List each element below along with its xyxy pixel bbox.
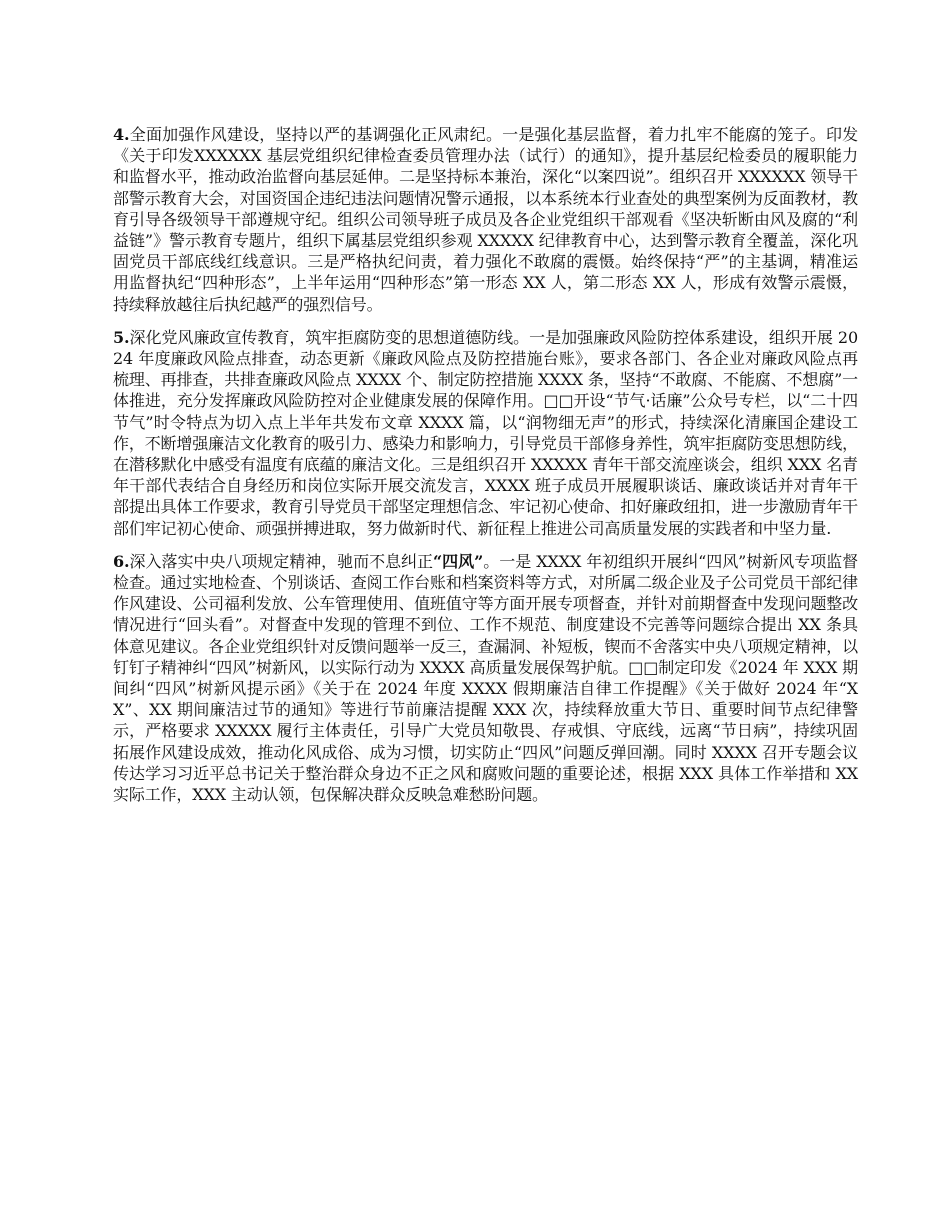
paragraph-text: 全面加强作风建设，坚持以严的基调强化正风肃纪。一是强化基层监督，着力扎牢不能腐的笼子。印发《关于印发XXXXXX 基层党组织纪律检查委员管理办法（试行）的通知》，提升基层纪检委员的履职能力和监督水平，推动政治监督向基层延伸。二是坚持标本兼治，深化“以案四说”。组织召开 XXXXXX 领导干部警示教育大会，对国资国企违纪违法问题情况警示通报，以本系统本行业查处的典型案例为反面教材，教育引导各级领导干部遵规守纪。组织公司领导班子成员及各企业党组织干部观看《坚决斩断由风及腐的“利益链”》警示教育专题片，组织下属基层党组织参观 XXXXX 纪律教育中心，达到警示教育全覆盖，深化巩固党员干部底线红线意识。三是严格执纪问责，着力强化不敢腐的震慑。始终保持“严”的主基调，精准运用监督执纪“四种形态”，上半年运用“四种形态”第一形态 XX 人，第二形态 XX 人，形成有效警示震慑，持续释放越往后执纪越严的强烈信号。	[113, 125, 858, 314]
document-page	[113, 124, 858, 817]
paragraph-text: 深化党风廉政宣传教育，筑牢拒腐防变的思想道德防线。一是加强廉政风险防控体系建设，组织开展 2024 年度廉政风险点排查，动态更新《廉政风险点及防控措施台账》，要求各部门、各企业对廉政风险点再梳理、再排查，共排查廉政风险点 XXXX 个、制定防控措施 XXXX 条，坚持“不敢腐、不能腐、不想腐”一体推进，充分发挥廉政风险防控对企业健康发展的保障作用。□□开设“节气·话廉”公众号专栏，以“二十四节气”时令特点为切入点上半年共发布文章 XXXX 篇，以“润物细无声”的形式，持续深化清廉国企建设工作，不断增强廉洁文化教育的吸引力、感染力和影响力，引导党员干部修身养性，筑牢拒腐防变思想防线，在潜移默化中感受有温度有底蕴的廉洁文化。三是组织召开 XXXXX 青年干部交流座谈会，组织 XXX 名青年干部代表结合自身经历和岗位实际开展交流发言，XXXX 班子成员开展履职谈话、廉政谈话并对青年干部提出具体工作要求，教育引导党员干部坚定理想信念、牢记初心使命、扣好廉政纽扣，进一步激励青年干部们牢记初心使命、顽强拼搏进取，努力做新时代、新征程上推进公司高质量发展的实践者和中坚力量.	[113, 327, 858, 538]
paragraph-6	[113, 551, 858, 805]
paragraph-4	[113, 124, 858, 315]
paragraph-text: 。一是 XXXX 年初组织开展纠“四风”树新风专项监督检查。通过实地检查、个别谈话、查阅工作台账和档案资料等方式，对所属二级企业及子公司党员干部纪律作风建设、公司福利发放、公车管理使用、值班值守等方面开展专项督查，并针对前期督查中发现问题整改情况进行“回头看”。对督查中发现的管理不到位、工作不规范、制度建设不完善等问题综合提出 XX 条具体意见建议。各企业党组织针对反馈问题举一反三，查漏洞、补短板，锲而不舍落实中央八项规定精神，以钉钉子精神纠“四风”树新风，以实际行动为 XXXX 高质量发展保驾护航。□□制定印发《2024 年 XXX 期间纠“四风”树新风提示函》《关于在 2024 年度 XXXX 假期廉洁自律工作提醒》《关于做好 2024 年“XX”、XX 期间廉洁过节的通知》等进行节前廉洁提醒 XXX 次，持续释放重大节日、重要时间节点纪律警示，严格要求 XXXXX 履行主体责任，引导广大党员知敬畏、存戒惧、守底线，远离“节日病”，持续巩固拓展作风建设成效，推动化风成俗、成为习惯，切实防止“四风”问题反弹回潮。同时 XXXX 召开专题会议传达学习习近平总书记关于整治群众身边不正之风和腐败问题的重要论述，根据 XXX 具体工作举措和 XX 实际工作，XXX 主动认领，包保解决群众反映急难愁盼问题。	[113, 551, 858, 805]
paragraph-5	[113, 327, 858, 539]
paragraph-text-lead: 深入落实中央八项规定精神，驰而不息纠正	[129, 551, 433, 571]
paragraph-number: 4.	[113, 125, 130, 144]
paragraph-number: 5.	[113, 327, 130, 347]
paragraph-number: 6.	[113, 551, 130, 571]
paragraph-bold-term: “四风”	[432, 551, 484, 571]
